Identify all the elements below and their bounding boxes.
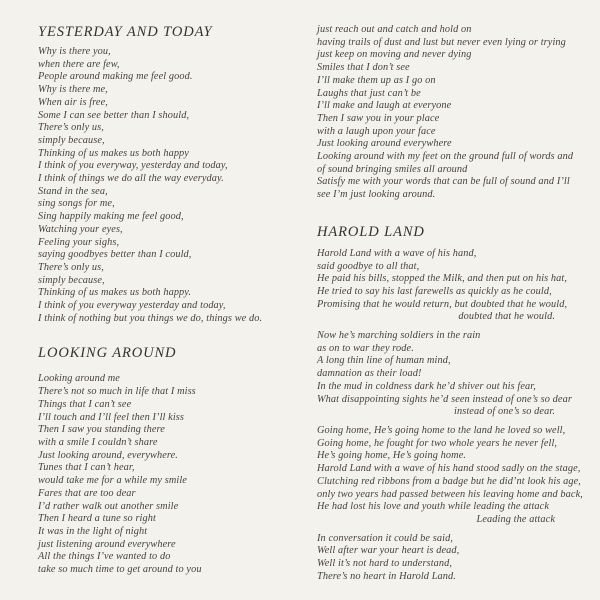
lyric-line: sing songs for me, [38,198,115,210]
lyric-line: Going home, He’s going home to the land he loved so well, [317,424,566,436]
stanza [317,425,600,527]
lyric-line: Stand in the sea, [38,185,108,197]
lyric-line: Watching your eyes, [38,223,123,235]
lyric-line: There’s only us, [38,122,104,134]
lyric-line: Thinking of us makes us both happy. [38,287,192,299]
lyric-line: Some I can see better than I should, [38,109,190,121]
lyric-line: Now he’s marching soldiers in the rain [317,330,481,342]
lyric-line: with a smile I couldn’t share [38,436,158,448]
lyric-line: saying goodbyes better than I could, [38,249,192,261]
lyric-line: Clutching red ribbons from a badge but he did’nt look his age, [317,475,581,487]
lyric-line: It was in the light of night [38,525,148,537]
lyric-line: I think of you everyway, yesterday and today, [38,160,228,172]
lyric-line: I’ll touch and I’ll feel then I’ll kiss [38,411,185,423]
lyric-line: Looking around me [38,373,120,385]
lyric-line: Tunes that I can’t hear, [38,462,135,474]
lyric-line: There’s not so much in life that I miss [38,386,196,398]
lyric-line: Harold Land with a wave of his hand stood sadly on the stage, [317,463,581,475]
lyric-line: I’d rather walk out another smile [38,500,179,512]
lyric-line: When air is free, [38,96,108,108]
lyric-line: A long thin line of human mind, [317,355,451,367]
song-title: HAROLD LAND [317,223,425,240]
lyric-line: simply because, [38,134,105,146]
song-section [317,24,600,202]
stanza [317,330,600,419]
lyric-line: take so much time to get around to you [38,564,202,576]
lyric-line: as on to war they rode. [317,342,414,354]
lyric-line: damnation as their load! [317,368,422,380]
lyric-line: Just looking around, everywhere. [38,449,178,461]
lyric-line: He’s going home, He’s going home. [317,450,467,462]
song-title: YESTERDAY AND TODAY [38,24,213,40]
lyric-line: He tried to say his last farewells as quickly as he could, [317,285,552,297]
lyric-line: He paid his bills, stopped the Milk, and then put on his hat, [317,273,568,285]
lyric-line: I’ll make them up as I go on [317,74,436,86]
lyric-line: doubted that he would. [458,311,555,323]
lyric-line: Just looking around everywhere [317,138,452,150]
lyric-line: Fares that are too dear [38,487,136,499]
stanza [317,24,600,202]
stanza [38,373,320,576]
stanza [317,533,600,584]
lyric-line: said goodbye to all that, [317,260,420,272]
lyric-line: What disappointing sights he’d seen instead of one’s so dear [317,393,572,405]
stanza [38,46,320,325]
lyric-line: There’s only us, [38,261,104,273]
lyric-line: Looking around with my feet on the ground full of words and [317,151,574,163]
lyric-line: Thinking of us makes us both happy [38,147,189,159]
lyric-line: just keep on moving and never dying [317,49,472,61]
lyric-line: would take me for a while my smile [38,475,187,487]
song-title: LOOKING AROUND [38,345,177,362]
lyric-line: only two years had passed between his leaving home and back, [317,488,583,500]
lyric-line: Then I saw you standing there [38,424,165,436]
left-column [38,24,320,577]
lyric-line: just reach out and catch and hold on [317,24,472,35]
lyric-line: I think of nothing but you things we do, things we do. [38,312,263,324]
lyric-line: He had lost his love and youth while leading the attack [317,501,549,513]
lyric-line: People around making me feel good. [38,71,193,83]
lyric-line: Smiles that I don’t see [317,62,410,74]
lyric-line: Things that I can’t see [38,398,132,410]
lyric-line: In conversation it could be said, [317,532,453,544]
lyric-line: Feeling your sighs, [38,236,120,248]
lyric-line: having trails of dust and lust but never even lying or trying [317,36,566,48]
lyric-line: Satisfy me with your words that can be full of sound and I’ll [317,176,570,188]
lyric-line: Why is there me, [38,84,108,96]
song-section [38,345,320,576]
lyric-line: All the things I’ve wanted to do [38,551,171,563]
lyric-line: instead of one’s so dear. [454,406,555,418]
song-section [317,224,600,584]
lyric-line: Laughs that just can’t be [317,87,421,99]
lyric-line: There’s no heart in Harold Land. [317,570,456,582]
lyric-line: when there are few, [38,58,120,70]
lyric-line: Promising that he would return, but doubted that he would, [317,298,568,310]
lyric-line: I think of you everyway yesterday and today, [38,300,226,312]
lyric-line: Well after war your heart is dead, [317,545,460,557]
lyric-line: Then I heard a tune so right [38,513,156,525]
lyric-line: I’ll make and laugh at everyone [317,100,452,112]
stanza [317,248,600,324]
lyric-line: Well it’s not hard to understand, [317,558,453,570]
lyric-line: In the mud in coldness dark he’d shiver out his fear, [317,380,536,392]
right-column [317,24,600,583]
lyric-line: Leading the attack [476,513,555,525]
lyric-line: Sing happily making me feel good, [38,211,184,223]
lyric-line: Harold Land with a wave of his hand, [317,247,477,259]
lyric-line: Then I saw you in your place [317,112,440,124]
song-section [38,24,320,325]
lyric-line: with a laugh upon your face [317,125,436,137]
lyric-line: of sound bringing smiles all around [317,163,468,175]
lyric-line: simply because, [38,274,105,286]
lyric-line: Why is there you, [38,46,111,57]
lyric-line: Going home, he fought for two whole years he never fell, [317,437,558,449]
lyric-line: see I’m just looking around. [317,189,436,201]
lyric-line: I think of things we do all the way everyday. [38,173,224,185]
lyric-line: just listening around everywhere [38,538,176,550]
